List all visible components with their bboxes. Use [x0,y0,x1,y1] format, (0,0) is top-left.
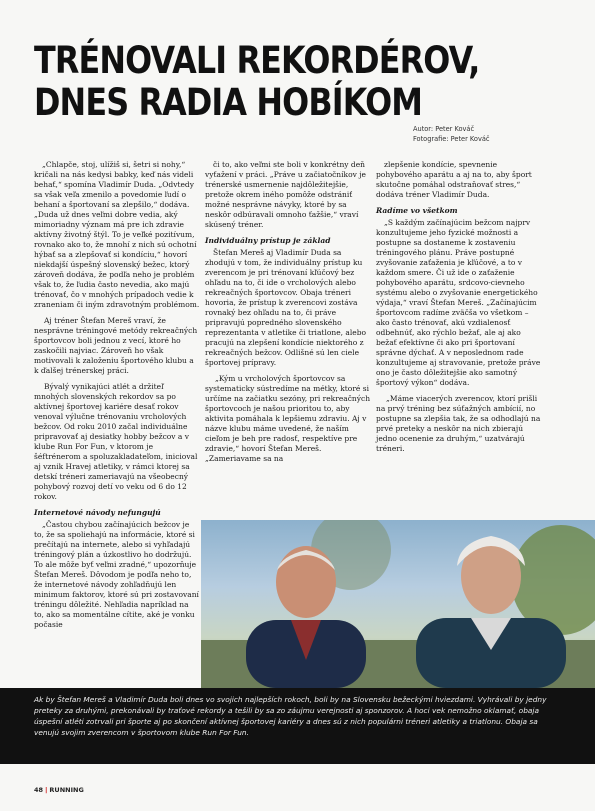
credits [413,124,490,144]
paragraph: „Chlapče, stoj, ulížiš si, šetri si nohy,“ kričali na nás kedysi babky, keď nás videli behať,“ spomína Vladimír Duda. „Odvtedy sa však veľa zmenilo a povedomie ľudí o behaní a športovaní sa zlepšilo,“ dodáva. „Duda už dnes veľmi dobre vedia, aký mimoriadny význam má pre ich zdravie aktívny životný štýl. To je veľké pozitívum, rovnako ako to, že mnohí z nich sú ochotní hýbať sa a zlepšovať si kondíciu,“ hovorí niekdajší úspešný slovenský bežec, ktorý zároveň dodáva, že podľa neho je problém však to, že ľudia často nevedia, ako majú trénovať, čo v mnohých prípadoch vedie k zraneniam či iným zdravotným problémom. [34,160,200,309]
headline [34,39,480,124]
subheading-internet-guides: Internetové návody nefungujú [34,508,161,517]
subheading-individual-approach: Individuálny prístup je základ [205,236,331,245]
headline-line-1: TRÉNOVALI REKORDÉROV, [34,39,480,82]
article-column-3 [376,160,542,520]
paragraph: či to, ako veľmi ste boli v konkrétny deň vyťažení v práci. „Práve u začiatočníkov je trénerské usmernenie najdôležitejšie, pretože okrem iného pomôže odstrániť možné nesprávne návyky, ktoré by sa neskôr odbúravali omnoho ťažšie,“ vraví skúsený tréner. [205,160,366,229]
paragraph: Aj tréner Štefan Mereš vraví, že nesprávne tréningové metódy rekreačných športovcov boli jednou z vecí, ktoré ho zaskočili najviac. Zároveň ho však motivovali k založeniu športového klubu a k ďalšej trénerskej práci. [34,316,198,375]
paragraph: „Máme viacerých zverencov, ktorí prišli na prvý tréning bez súťažných ambícií, no postupne sa zlepšia tak, že sa odhodlajú na prvé preteky a neskôr na nich zbierajú jedno ocenenie za druhým,“ uzatvárajú tréneri. [376,394,541,453]
trainers-photo [201,520,595,688]
article-column-1 [34,160,200,680]
paragraph: Bývalý vynikajúci atlét a držiteľ mnohých slovenských rekordov sa po aktívnej športovej kariére desať rokov venoval výlučne trénovaniu vrcholových bežcov. Od roku 2010 začal individuálne pripravovať aj desiatky hobby bežcov a v klube Run For Fun, v ktorom je šéftrénerom a spoluzakladateľom, inicioval aj vznik Hravej atletiky, v rámci ktorej sa detskí tréneri zameriavajú na všeobecný pohybový rozvoj detí vo veku od 6 do 12 rokov. [34,382,198,501]
paragraph: Štefan Mereš aj Vladimír Duda sa zhodujú v tom, že individuálny prístup ku zverencom je pri trénovaní kľúčový bez ohľadu na to, či ide o vrcholových alebo rekreačných športovcov. Obaja tréneri hovoria, že prístup k zverencovi zostáva rovnaký bez ohľadu na to, či práve pripravujú popredného slovenského reprezentanta v atletike či triatlone, alebo pracujú na zlepšení kondície niektorého z rekreačných bežcov. Odlišné sú len ciele športovej prípravy. [205,248,367,367]
trainers-photo-illustration [201,520,595,688]
footer-separator: | [45,786,48,794]
author-credit: Autor: Peter Kováč [413,125,475,133]
paragraph: „Kým u vrcholových športovcov sa systematicky sústredíme na métky, ktoré si určíme na začiatku sezóny, pri rekreačných športovcoch je našou prioritou to, aby aktivita pomáhala k lepšiemu zdraviu. Aj v názve klubu máme uvedené, že naším cieľom je beh pre radosť, respektíve pre zdravie,“ hovorí Štefan Mereš. „Zameriavame sa na [205,374,371,463]
headline-line-2: DNES RADIA HOBÍKOM [34,81,423,124]
page-footer [34,786,84,794]
article-column-2 [205,160,371,520]
paragraph: „S každým začínajúcim bežcom najprv konzultujeme jeho fyzické možnosti a postupne sa dostaneme k zostaveniu tréningového plánu. Práve postupné zvyšovanie zaťaženia je kľúčové, a to v každom smere. Či už ide o zaťaženie pohybového aparátu, srdcovo-cievneho systému alebo o zvyšovanie energetického výdaja,“ vraví Štefan Mereš. „Začínajúcim športovcom radíme zväčša vo všetkom – ako často trénovať, akú vzdialenosť odbehnúť, ako rýchlo bežať, ale aj ako bežať efektívne či ako pri športovaní správne dýchať. A v neposlednom rade konzultujeme aj stravovanie, pretože práve ono je často dôležitejšie ako samotný športový výkon“ dodáva. [376,218,541,387]
section-name: RUNNING [49,786,84,794]
paragraph: „Častou chybou začínajúcich bežcov je to, že sa spoliehajú na informácie, ktoré si prečítajú na internete, alebo si vyhľadajú tréningový plán a úzkostlivo ho dodržujú. To ale môže byť veľmi zradné,“ upozorňuje Štefan Mereš. Dôvodom je podľa neho to, že internetové návody zohľadňujú len minimum faktorov, ktoré sú pri zostavovaní tréningu dôležité. Nehľadia napríklad na to, ako sa momentálne cítite, aké je vonku počasie [34,520,199,629]
paragraph: zlepšenie kondície, spevnenie pohybového aparátu a aj na to, aby šport skutočne pomáhal odstraňovať stres,“ dodáva tréner Vladimír Duda. [376,160,532,199]
photo-credit: Fotografie: Peter Kováč [413,135,490,143]
subheading-advice: Radíme vo všetkom [376,206,458,215]
page-number: 48 [34,786,44,794]
photo-caption: Ak by Štefan Mereš a Vladimír Duda boli dnes vo svojich najlepších rokoch, boli by na Slovensku bežeckými hviezdami. Vyhrávali by jedny preteky za druhými, prekonávali by traťové rekordy a tešili by sa zo záujmu verejnosti aj sponzorov. A hoci vek nemožno oklamať, obaja úspešní atléti zotrvali pri športe aj po skončení aktívnej športovej kariéry a dnes sú z nich populárni tréneri atletiky a triatlonu. Obaja sa venujú svojim zverencom v športovom klube Run For Fun. [0,688,595,764]
